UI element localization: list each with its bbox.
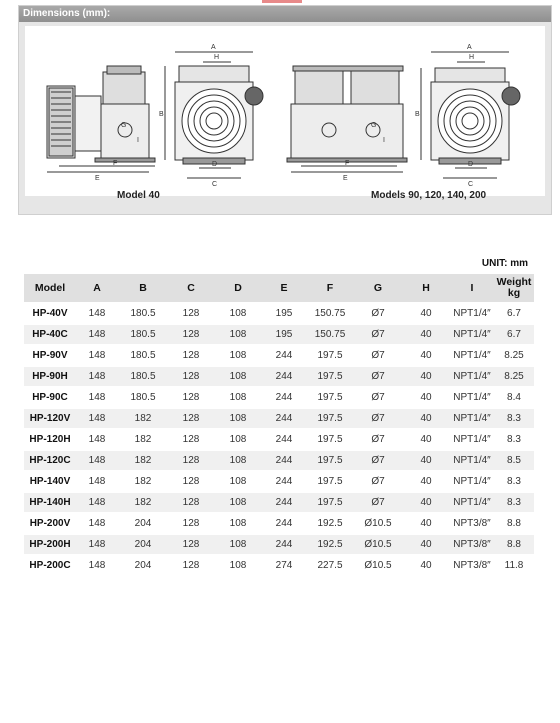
technical-drawings — [25, 26, 545, 196]
cell-g: Ø7 — [354, 325, 402, 344]
cell-weight: 8.3 — [507, 434, 521, 445]
cell-e: 244 — [262, 367, 306, 386]
cell-c: 128 — [182, 518, 200, 529]
cell-weight: 6.7 — [507, 308, 521, 319]
dimensions-panel — [18, 5, 552, 215]
dimensions-title: Dimensions (mm): — [23, 8, 111, 19]
cell-f: 197.5 — [306, 493, 354, 512]
cell-c: 128 — [168, 493, 214, 512]
cell-d: 108 — [229, 308, 247, 319]
cell-b: 180.5 — [130, 308, 156, 319]
cell-f: 197.5 — [317, 350, 343, 361]
cell-f: 227.5 — [317, 560, 343, 571]
cell-model: HP-120V — [24, 409, 76, 428]
cell-g: Ø7 — [371, 476, 385, 487]
cell-d: 108 — [229, 518, 247, 529]
cell-h: 40 — [420, 308, 432, 319]
svg-text:D: D — [468, 161, 474, 168]
svg-text:C: C — [212, 181, 218, 188]
cell-e: 244 — [275, 434, 293, 445]
cell-i: NPT1/4″ — [450, 409, 494, 428]
header-c: C — [168, 274, 214, 302]
cell-b: 204 — [134, 518, 152, 529]
model90-side-view — [287, 66, 407, 182]
dimensions-panel-header — [19, 6, 551, 22]
cell-d: 108 — [229, 434, 247, 445]
cell-h: 40 — [420, 434, 432, 445]
table-header-row — [24, 274, 534, 302]
cell-a: 148 — [76, 367, 118, 386]
cell-f: 197.5 — [306, 367, 354, 386]
cell-a: 148 — [88, 560, 106, 571]
cell-e: 244 — [262, 535, 306, 554]
cell-weight: 8.8 — [507, 518, 521, 529]
cell-a: 148 — [88, 476, 106, 487]
cell-a: 148 — [76, 451, 118, 470]
cell-d: 108 — [214, 493, 262, 512]
cell-h: 40 — [402, 367, 450, 386]
cell-g: Ø7 — [354, 493, 402, 512]
cell-i: NPT1/4″ — [450, 451, 494, 470]
cell-g: Ø7 — [371, 308, 385, 319]
table-row — [24, 535, 534, 554]
cell-d: 108 — [214, 409, 262, 428]
header-b: B — [118, 274, 168, 302]
cell-b: 204 — [134, 560, 152, 571]
cell-a: 148 — [88, 518, 106, 529]
table-row — [24, 409, 534, 428]
cell-weight: 8.3 — [507, 476, 521, 487]
cell-model: HP-140V — [29, 476, 71, 487]
drawing-area — [25, 26, 545, 196]
svg-text:C: C — [468, 181, 474, 188]
cell-d: 108 — [214, 325, 262, 344]
cell-i: NPT1/4″ — [453, 434, 491, 445]
header-weight-line2: kg — [507, 287, 521, 299]
cell-model: HP-140H — [24, 493, 76, 512]
header-f: F — [306, 274, 354, 302]
cell-model: HP-120H — [29, 434, 71, 445]
table-row — [24, 304, 534, 323]
cell-e: 244 — [275, 476, 293, 487]
cell-c: 128 — [168, 325, 214, 344]
cell-g: Ø7 — [354, 367, 402, 386]
cell-e: 274 — [275, 560, 293, 571]
cell-i: NPT1/4″ — [453, 392, 491, 403]
cell-c: 128 — [182, 434, 200, 445]
cell-a: 148 — [88, 434, 106, 445]
cell-model: HP-40V — [32, 308, 68, 319]
cell-b: 182 — [118, 451, 168, 470]
cell-e: 244 — [262, 409, 306, 428]
cell-model: HP-200V — [29, 518, 71, 529]
model90-caption: Models 90, 120, 140, 200 — [371, 190, 487, 201]
cell-e: 244 — [262, 451, 306, 470]
cell-i: NPT1/4″ — [453, 476, 491, 487]
svg-text:F: F — [113, 160, 118, 167]
cell-f: 197.5 — [306, 409, 354, 428]
model40-side-view — [47, 66, 155, 182]
cell-g: Ø7 — [371, 434, 385, 445]
cell-i: NPT1/4″ — [450, 367, 494, 386]
table-row — [24, 472, 534, 491]
cell-a: 148 — [76, 493, 118, 512]
cell-f: 192.5 — [317, 518, 343, 529]
svg-text:A: A — [211, 44, 216, 51]
cell-h: 40 — [420, 476, 432, 487]
cell-model: HP-90H — [24, 367, 76, 386]
svg-text:H: H — [469, 54, 475, 61]
cell-model: HP-90V — [32, 350, 68, 361]
header-weight — [494, 274, 534, 302]
cell-h: 40 — [402, 409, 450, 428]
cell-i: NPT3/8″ — [453, 560, 491, 571]
cell-i: NPT1/4″ — [450, 325, 494, 344]
svg-text:H: H — [214, 54, 220, 61]
table-body — [24, 304, 534, 575]
model90-front-view — [415, 44, 520, 188]
cell-i: NPT3/8″ — [453, 518, 491, 529]
cell-g: Ø7 — [354, 409, 402, 428]
svg-text:B: B — [159, 111, 164, 118]
cell-h: 40 — [420, 560, 432, 571]
cell-d: 108 — [214, 367, 262, 386]
cell-weight: 8.4 — [507, 392, 521, 403]
svg-text:D: D — [212, 161, 218, 168]
svg-text:G: G — [121, 122, 127, 129]
cell-a: 148 — [76, 325, 118, 344]
cell-g: Ø10.5 — [364, 518, 392, 529]
table-row — [24, 493, 534, 512]
header-e: E — [262, 274, 306, 302]
cell-h: 40 — [402, 325, 450, 344]
cell-c: 128 — [182, 560, 200, 571]
table-row — [24, 325, 534, 344]
cell-weight: 8.3 — [494, 493, 534, 512]
cell-c: 128 — [168, 535, 214, 554]
header-weight-line1: Weight — [496, 276, 532, 288]
svg-text:E: E — [343, 175, 348, 182]
cell-a: 148 — [88, 350, 106, 361]
cell-b: 204 — [118, 535, 168, 554]
header-a: A — [76, 274, 118, 302]
cell-b: 182 — [118, 493, 168, 512]
cell-weight: 8.3 — [494, 409, 534, 428]
cell-f: 150.75 — [314, 308, 346, 319]
cell-model: HP-40C — [24, 325, 76, 344]
cell-model: HP-120C — [24, 451, 76, 470]
cell-e: 195 — [262, 325, 306, 344]
cell-e: 244 — [275, 518, 293, 529]
cell-c: 128 — [182, 308, 200, 319]
cell-i: NPT3/8″ — [450, 535, 494, 554]
cell-b: 180.5 — [118, 325, 168, 344]
cell-g: Ø10.5 — [354, 535, 402, 554]
top-edge-mark — [262, 0, 302, 3]
header-i: I — [450, 274, 494, 302]
cell-d: 108 — [229, 476, 247, 487]
cell-c: 128 — [168, 409, 214, 428]
cell-h: 40 — [420, 392, 432, 403]
cell-weight: 8.8 — [494, 535, 534, 554]
cell-f: 150.75 — [306, 325, 354, 344]
svg-text:I: I — [383, 137, 385, 144]
cell-weight: 8.25 — [494, 367, 534, 386]
cell-h: 40 — [402, 493, 450, 512]
cell-a: 148 — [88, 308, 106, 319]
cell-d: 108 — [214, 451, 262, 470]
cell-e: 244 — [262, 493, 306, 512]
cell-weight: 11.8 — [504, 560, 524, 571]
cell-model: HP-200C — [29, 560, 71, 571]
table-row — [24, 430, 534, 449]
cell-c: 128 — [182, 476, 200, 487]
cell-f: 197.5 — [317, 476, 343, 487]
cell-c: 128 — [182, 392, 200, 403]
cell-model: HP-200H — [24, 535, 76, 554]
cell-c: 128 — [182, 350, 200, 361]
cell-b: 182 — [134, 476, 152, 487]
cell-a: 148 — [76, 535, 118, 554]
model40-front-view — [159, 44, 263, 188]
cell-h: 40 — [402, 451, 450, 470]
cell-g: Ø7 — [371, 350, 385, 361]
cell-b: 182 — [134, 434, 152, 445]
cell-d: 108 — [229, 392, 247, 403]
cell-b: 180.5 — [118, 367, 168, 386]
cell-i: NPT1/4″ — [450, 493, 494, 512]
svg-text:B: B — [415, 111, 420, 118]
unit-label: UNIT: mm — [481, 258, 528, 269]
svg-text:F: F — [345, 160, 350, 167]
cell-model: HP-90C — [32, 392, 68, 403]
cell-d: 108 — [214, 535, 262, 554]
cell-f: 197.5 — [306, 451, 354, 470]
header-d: D — [214, 274, 262, 302]
table-row — [24, 514, 534, 533]
table-row — [24, 556, 534, 575]
cell-g: Ø10.5 — [364, 560, 392, 571]
header-model: Model — [24, 274, 76, 302]
model40-caption: Model 40 — [117, 190, 160, 201]
cell-h: 40 — [402, 535, 450, 554]
svg-text:G: G — [371, 122, 377, 129]
svg-text:I: I — [137, 137, 139, 144]
header-g: G — [354, 274, 402, 302]
svg-text:A: A — [467, 44, 472, 51]
cell-h: 40 — [420, 518, 432, 529]
cell-f: 197.5 — [317, 434, 343, 445]
dimensions-table — [24, 272, 534, 577]
cell-c: 128 — [168, 367, 214, 386]
cell-g: Ø7 — [371, 392, 385, 403]
svg-text:E: E — [95, 175, 100, 182]
cell-b: 180.5 — [130, 392, 156, 403]
table-row — [24, 346, 534, 365]
cell-i: NPT1/4″ — [453, 350, 491, 361]
cell-d: 108 — [229, 350, 247, 361]
cell-i: NPT1/4″ — [453, 308, 491, 319]
cell-b: 182 — [118, 409, 168, 428]
cell-weight: 8.25 — [504, 350, 524, 361]
cell-a: 148 — [88, 392, 106, 403]
cell-b: 180.5 — [130, 350, 156, 361]
cell-h: 40 — [420, 350, 432, 361]
header-h: H — [402, 274, 450, 302]
cell-e: 244 — [275, 350, 293, 361]
table-row — [24, 451, 534, 470]
cell-e: 244 — [275, 392, 293, 403]
cell-weight: 6.7 — [494, 325, 534, 344]
cell-f: 192.5 — [306, 535, 354, 554]
cell-f: 197.5 — [317, 392, 343, 403]
cell-g: Ø7 — [354, 451, 402, 470]
table-row — [24, 367, 534, 386]
cell-e: 195 — [275, 308, 293, 319]
cell-weight: 8.5 — [494, 451, 534, 470]
cell-c: 128 — [168, 451, 214, 470]
table-row — [24, 388, 534, 407]
cell-a: 148 — [76, 409, 118, 428]
cell-d: 108 — [229, 560, 247, 571]
